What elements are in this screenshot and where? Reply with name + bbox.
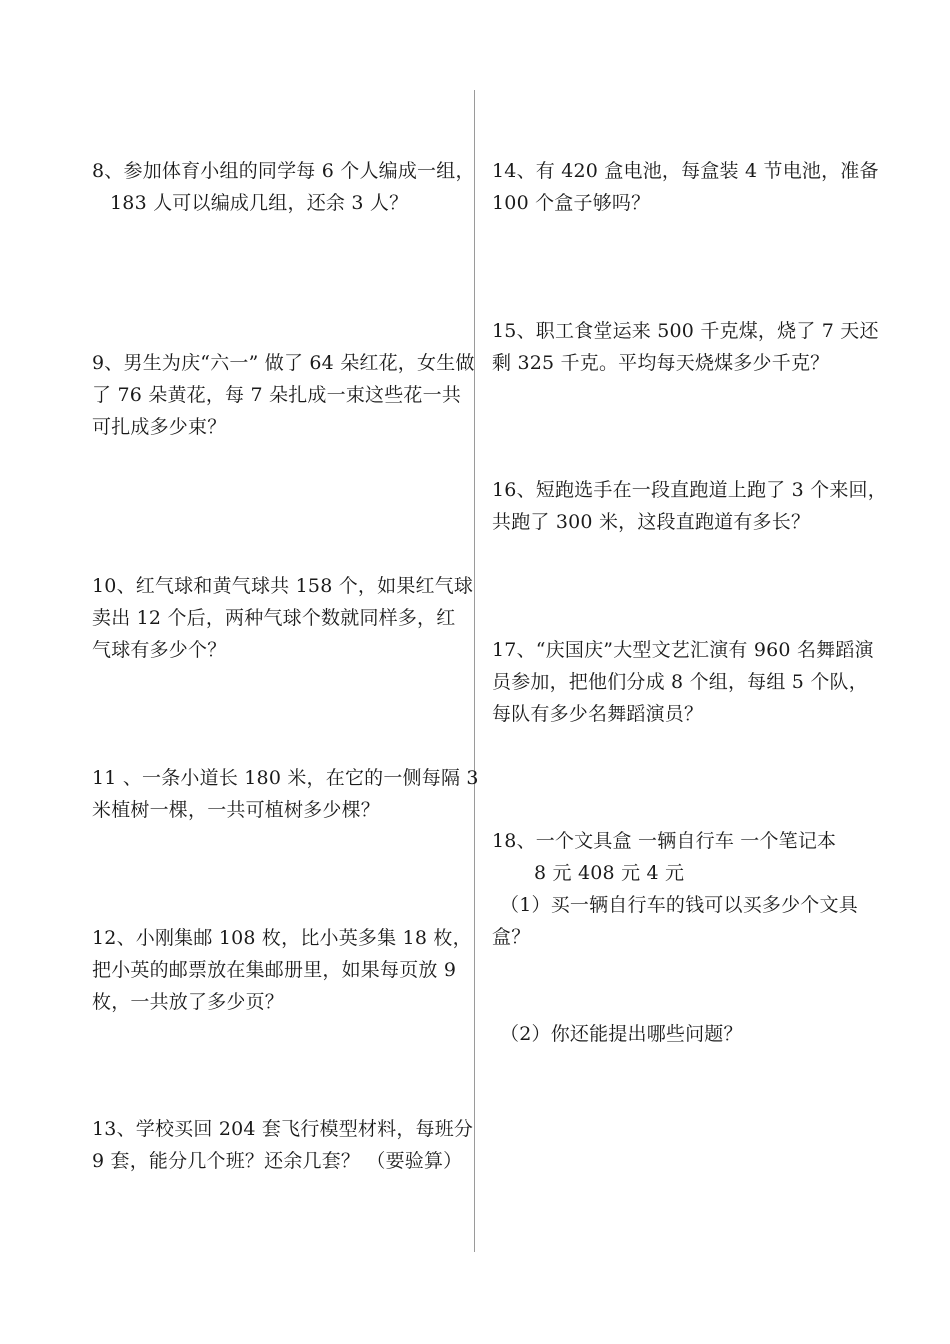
question-18-part1-line-2: 盒？ <box>492 926 531 948</box>
question-9-line-2: 了 76 朵黄花，每 7 朵扎成一束这些花一共 <box>92 384 462 406</box>
question-18-part2-text: （2）你还能提出哪些问题？ <box>500 1023 743 1045</box>
question-11 <box>92 762 479 826</box>
question-18-prices: 8 元 408 元 4 元 <box>534 862 685 884</box>
question-18-part1-line-1: （1）买一辆自行车的钱可以买多少个文具 <box>500 894 858 916</box>
question-15 <box>492 315 879 379</box>
question-17-line-3: 每队有多少名舞蹈演员？ <box>492 703 704 725</box>
question-18-part2 <box>500 1018 743 1050</box>
question-13 <box>92 1113 473 1177</box>
question-17-line-2: 员参加，把他们分成 8 个组，每组 5 个队， <box>492 671 868 693</box>
column-divider <box>474 90 475 1252</box>
question-11-line-1: 11 、一条小道长 180 米，在它的一侧每隔 3 <box>92 767 479 789</box>
question-16-line-1: 16、短跑选手在一段直跑道上跑了 3 个来回， <box>492 479 887 501</box>
question-13-line-2: 9 套，能分几个班？还余几套？ （要验算） <box>92 1150 463 1172</box>
question-12-line-1: 12、小刚集邮 108 枚，比小英多集 18 枚， <box>92 927 472 949</box>
question-14 <box>492 155 879 219</box>
question-18-items: 18、一个文具盒 一辆自行车 一个笔记本 <box>492 830 837 852</box>
question-18 <box>492 825 858 953</box>
question-17 <box>492 634 874 730</box>
question-12-line-2: 把小英的邮票放在集邮册里，如果每页放 9 <box>92 959 457 981</box>
question-11-line-2: 米植树一棵，一共可植树多少棵？ <box>92 799 381 821</box>
question-15-line-1: 15、职工食堂运来 500 千克煤，烧了 7 天还 <box>492 320 879 342</box>
question-9-line-3: 可扎成多少束？ <box>92 416 227 438</box>
question-13-line-1: 13、学校买回 204 套飞行模型材料，每班分 <box>92 1118 474 1140</box>
question-10 <box>92 570 473 666</box>
question-8 <box>92 155 475 219</box>
question-12 <box>92 922 472 1018</box>
question-14-line-2: 100 个盒子够吗？ <box>492 192 651 214</box>
question-12-line-3: 枚，一共放了多少页？ <box>92 991 285 1013</box>
question-16-line-2: 共跑了 300 米，这段直跑道有多长？ <box>492 511 811 533</box>
question-8-line-1: 8、参加体育小组的同学每 6 个人编成一组， <box>92 160 475 182</box>
question-16 <box>492 474 887 538</box>
question-17-line-1: 17、“庆国庆”大型文艺汇演有 960 名舞蹈演 <box>492 639 874 661</box>
question-8-line-2: 183 人可以编成几组，还余 3 人？ <box>110 192 409 214</box>
question-15-line-2: 剩 325 千克。平均每天烧煤多少千克？ <box>492 352 830 374</box>
question-10-line-1: 10、红气球和黄气球共 158 个，如果红气球 <box>92 575 474 597</box>
question-10-line-3: 气球有多少个？ <box>92 639 227 661</box>
question-14-line-1: 14、有 420 盒电池，每盒装 4 节电池，准备 <box>492 160 879 182</box>
question-9 <box>92 347 475 443</box>
question-10-line-2: 卖出 12 个后，两种气球个数就同样多，红 <box>92 607 456 629</box>
question-9-line-1: 9、男生为庆“六一” 做了 64 朵红花，女生做 <box>92 352 475 374</box>
